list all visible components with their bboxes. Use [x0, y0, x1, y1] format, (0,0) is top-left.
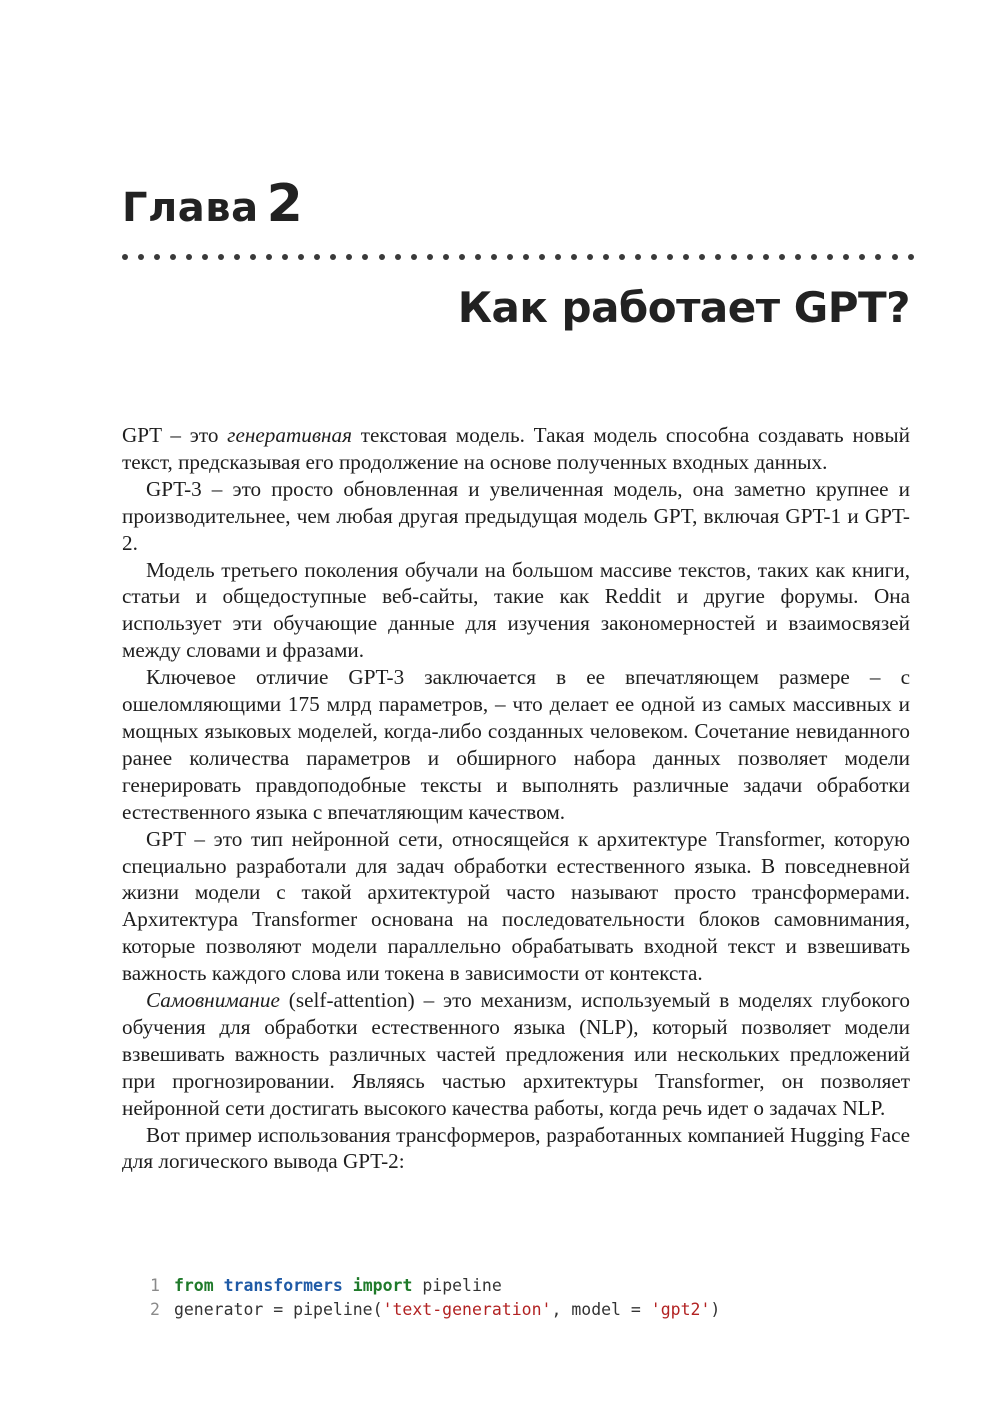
divider-dot [555, 254, 561, 260]
divider-dot [811, 254, 817, 260]
code-keyword: import [352, 1276, 413, 1295]
code-token: ) [710, 1300, 721, 1319]
paragraph-text: Модель третьего поколения обучали на большом массиве текстов, таких как книги, статьи и общедоступные веб-сайты, такие как Reddit и другие форумы. Она использует эти обучающие данные для изучения закономерностей и взаимосвязей между словами и фразами. [122, 557, 910, 663]
paragraph [122, 664, 910, 825]
divider-dot [875, 254, 881, 260]
paragraph-text: GPT – это тип нейронной сети, относящейся к архитектуре Transformer, которую специально разработали для задач обработки естественного языка. В повседневной жизни модели с такой архитектурой часто называют просто трансформерами. Архитектура Transformer основана на последовательности блоков самовнимания, которые позволяют модели параллельно обрабатывать входной текст и взвешивать важность каждого слова или токена в зависимости от контекста. [122, 826, 910, 986]
divider-dot [298, 254, 304, 260]
divider-dot [603, 254, 609, 260]
divider-dot [250, 254, 256, 260]
paragraph [122, 557, 910, 665]
divider-dot [587, 254, 593, 260]
paragraph [122, 1122, 910, 1176]
dotted-divider [122, 253, 914, 261]
paragraph-text: (self-attention) – это механизм, используемый в моделях глубокого обучения для обработки естественного языка (NLP), который позволяет модели взвешивать важность различных частей предложения или нескольких предложений при прогнозировании. Являясь частью архитектуры Transformer, он позволяет нейронной сети достигать высокого качества работы, когда речь идет о задачах NLP. [122, 988, 910, 1120]
code-token: generator = pipeline( [173, 1300, 383, 1319]
divider-dot [731, 254, 737, 260]
paragraph [122, 987, 910, 1122]
divider-dot [475, 254, 481, 260]
paragraph [122, 826, 910, 987]
divider-dot [154, 254, 160, 260]
code-listing [150, 1274, 720, 1322]
code-module: transformers [223, 1276, 343, 1295]
code-token: , model = [551, 1300, 651, 1319]
divider-dot [443, 254, 449, 260]
divider-dot [202, 254, 208, 260]
divider-dot [683, 254, 689, 260]
line-number: 1 [150, 1276, 160, 1295]
divider-dot [635, 254, 641, 260]
divider-dot [314, 254, 320, 260]
emphasized-term: Самовнимание [146, 988, 280, 1013]
chapter-body [122, 422, 910, 1175]
divider-dot [218, 254, 224, 260]
line-number: 2 [150, 1300, 160, 1319]
divider-dot [330, 254, 336, 260]
divider-dot [170, 254, 176, 260]
divider-dot [138, 254, 144, 260]
divider-dot [379, 254, 385, 260]
emphasized-term: генеративная [227, 423, 352, 447]
code-token: pipeline [412, 1276, 502, 1295]
divider-dot [859, 254, 865, 260]
divider-dot [699, 254, 705, 260]
code-string: 'gpt2' [650, 1300, 711, 1319]
divider-dot [779, 254, 785, 260]
code-line [150, 1274, 720, 1298]
divider-dot [282, 254, 288, 260]
code-token [214, 1276, 224, 1295]
paragraph-text: GPT-3 – это просто обновленная и увеличенная модель, она заметно крупнее и производительнее, чем любая другая предыдущая модель GPT, включая GPT-1 и GPT-2. [122, 476, 910, 555]
divider-dot [715, 254, 721, 260]
paragraph-text: Вот пример использования трансформеров, разработанных компанией Hugging Face для логического вывода GPT-2: [122, 1122, 910, 1174]
divider-dot [747, 254, 753, 260]
chapter-label: Глава [122, 185, 259, 231]
code-token [343, 1276, 353, 1295]
divider-dot [186, 254, 192, 260]
divider-dot [795, 254, 801, 260]
divider-dot [122, 254, 128, 260]
divider-dot [892, 254, 898, 260]
divider-dot [362, 254, 368, 260]
divider-dot [346, 254, 352, 260]
divider-dot [827, 254, 833, 260]
divider-dot [843, 254, 849, 260]
paragraph-text: текстовая модель. Такая модель способна создавать новый текст, предсказывая его продолжение на основе полученных входных данных. [122, 423, 910, 474]
divider-dot [539, 254, 545, 260]
divider-dot [411, 254, 417, 260]
divider-dot [619, 254, 625, 260]
paragraph [122, 476, 910, 557]
divider-dot [667, 254, 673, 260]
divider-dot [491, 254, 497, 260]
chapter-heading [122, 174, 303, 234]
chapter-title: Как работает GPT? [457, 283, 910, 332]
chapter-number: 2 [266, 174, 303, 234]
code-string: 'text-generation' [382, 1300, 552, 1319]
code-line [150, 1298, 720, 1322]
divider-dot [395, 254, 401, 260]
divider-dot [507, 254, 513, 260]
divider-dot [651, 254, 657, 260]
paragraph [122, 422, 910, 476]
code-keyword: from [173, 1276, 214, 1295]
divider-dot [427, 254, 433, 260]
divider-dot [234, 254, 240, 260]
divider-dot [266, 254, 272, 260]
divider-dot [908, 254, 914, 260]
divider-dot [571, 254, 577, 260]
divider-dot [459, 254, 465, 260]
paragraph-text: GPT – это [122, 423, 228, 447]
divider-dot [523, 254, 529, 260]
divider-dot [763, 254, 769, 260]
paragraph-text: Ключевое отличие GPT-3 заключается в ее впечатляющем размере – с ошеломляющими 175 млрд параметров, – что делает ее одной из самых массивных и мощных языковых моделей, когда-либо созданных человеком. Сочетание невиданного ранее количества параметров и обширного набора данных позволяет модели генерировать правдоподобные тексты и выполнять различные задачи обработки естественного языка с впечатляющим качеством. [122, 665, 910, 824]
